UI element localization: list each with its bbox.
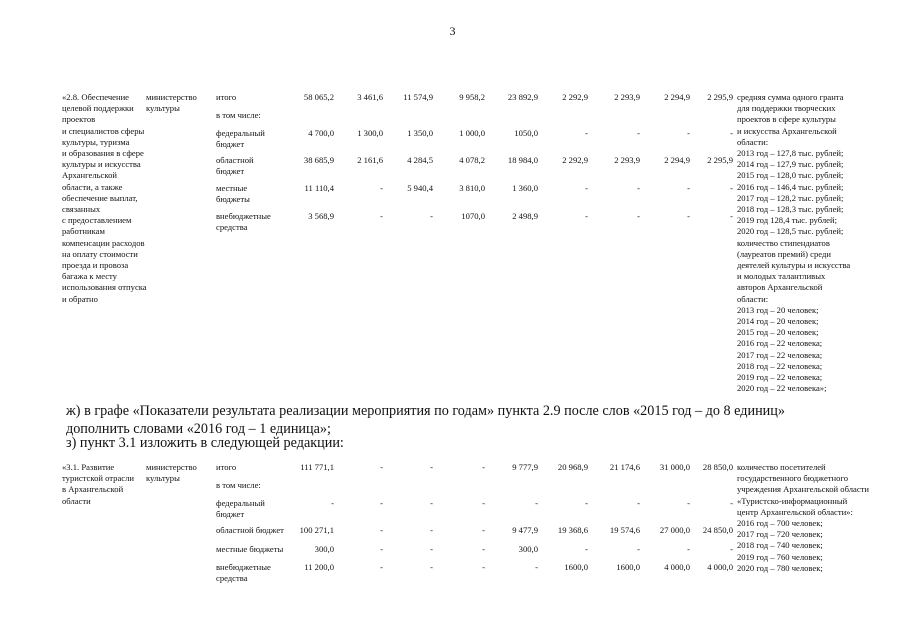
measure-name-line: связанных: [62, 204, 101, 214]
funding-value-cell: 2 161,6: [357, 155, 383, 165]
measure-name-line: обеспечение выплат,: [62, 192, 138, 203]
funding-value-cell: 31 000,0: [659, 462, 690, 472]
measure-name-line: багажа к месту: [62, 271, 117, 282]
funding-value-cell: 100 271,1: [299, 525, 334, 535]
funding-value-cell: 4 000,0: [707, 562, 733, 572]
funding-source-line: федеральный: [216, 498, 265, 508]
indicator-line: 2013 год – 20 человек;: [737, 304, 819, 315]
funding-value-cell: 11 574,9: [403, 92, 433, 102]
indicator-line: и искусства Архангельской: [737, 125, 837, 136]
measure-name-line: культуры и искусства: [62, 159, 141, 170]
funding-value-cell: -: [331, 498, 334, 508]
measure-name-line: и образования в сфере: [62, 148, 144, 158]
funding-value-cell: 20 968,9: [557, 462, 588, 472]
indicator-line: учреждения Архангельской области: [737, 484, 870, 495]
funding-value-cell: -: [730, 211, 733, 221]
funding-value-cell: 11 200,0: [304, 562, 334, 572]
funding-source-line: местные: [216, 183, 248, 193]
funding-value-cell: 23 892,9: [507, 92, 538, 102]
funding-source-line: федеральный: [216, 128, 265, 138]
funding-value-cell: 1 000,0: [459, 128, 485, 138]
measure-name-line: в Архангельской: [62, 484, 124, 495]
funding-value-cell: 4 078,2: [459, 155, 485, 165]
funding-source-line: местные бюджеты: [216, 544, 284, 554]
funding-value-cell: 1 360,0: [512, 183, 538, 193]
funding-source-line: средства: [216, 573, 248, 584]
funding-value-cell: 2 293,9: [614, 155, 640, 165]
measure-name-line: проезда и провоза: [62, 260, 129, 270]
funding-value-cell: -: [687, 183, 690, 193]
measure-name-line: культуры, туризма: [62, 136, 130, 147]
funding-value-cell: -: [380, 525, 383, 535]
funding-value-cell: 2 292,9: [562, 155, 588, 165]
funding-value-cell: 38 685,9: [303, 155, 334, 165]
indicator-line: 2020 год – 780 человек;: [737, 562, 823, 573]
funding-value-cell: 1 300,0: [357, 128, 383, 138]
measure-name-line: области: [62, 495, 91, 506]
measure-name-line: работникам: [62, 226, 105, 237]
indicator-line: авторов Архангельской: [737, 282, 823, 293]
funding-value-cell: 1600,0: [616, 562, 640, 572]
funding-value-cell: -: [730, 544, 733, 554]
indicator-line: 2016 год – 22 человека;: [737, 338, 823, 349]
indicator-line: 2017 год – 128,2 тыс. рублей;: [737, 192, 844, 203]
funding-value-cell: 5 940,4: [407, 183, 433, 193]
amendment-paragraph-zh-line1: ж) в графе «Показатели результата реализации мероприятия по годам» пункта 2.9 после слов «2015 год – до 8 единиц»: [66, 403, 785, 419]
executor-line: культуры: [146, 473, 180, 484]
indicator-line: «Туристско-информационный: [737, 495, 848, 506]
funding-value-cell: -: [585, 128, 588, 138]
indicator-line: 2018 год – 740 человек;: [737, 540, 823, 551]
funding-value-cell: 3 810,0: [459, 183, 485, 193]
funding-value-cell: -: [637, 128, 640, 138]
measure-name-line: и специалистов сферы: [62, 125, 145, 136]
page-number: 3: [449, 24, 456, 38]
indicator-line: 2016 год – 700 человек;: [737, 518, 823, 528]
funding-value-cell: 4 284,5: [407, 155, 433, 165]
measure-name-line: компенсации расходов: [62, 237, 145, 248]
funding-value-cell: -: [535, 498, 538, 508]
funding-value-cell: 58 065,2: [303, 92, 334, 102]
funding-source-line: внебюджетные: [216, 562, 271, 572]
funding-value-cell: -: [730, 498, 733, 508]
indicator-line: 2017 год – 22 человека;: [737, 349, 823, 360]
measure-name-line: проектов: [62, 114, 96, 125]
funding-value-cell: 300,0: [518, 544, 538, 554]
funding-value-cell: 2 294,9: [664, 92, 690, 102]
funding-value-cell: -: [380, 462, 383, 472]
funding-value-cell: 2 295,9: [707, 155, 733, 165]
measure-name-line: туристской отрасли: [62, 473, 134, 484]
funding-value-cell: -: [380, 498, 383, 508]
indicator-line: для поддержки творческих: [737, 103, 836, 114]
funding-value-cell: 24 850,0: [702, 525, 733, 535]
measure-name-line: «2.8. Обеспечение: [62, 92, 129, 102]
funding-value-cell: -: [585, 498, 588, 508]
measure-name-line: Архангельской: [62, 170, 117, 181]
funding-value-cell: 3 568,9: [308, 211, 334, 221]
indicator-line: 2019 год – 22 человека;: [737, 372, 823, 382]
amendment-paragraph-z: з) пункт 3.1 изложить в следующей редакции:: [66, 435, 344, 451]
indicator-line: 2013 год – 127,8 тыс. рублей;: [737, 148, 844, 158]
indicator-line: 2019 год – 760 человек;: [737, 551, 823, 562]
funding-value-cell: 4 700,0: [308, 128, 334, 138]
measure-name-line: с предоставлением: [62, 215, 132, 226]
funding-value-cell: -: [482, 562, 485, 572]
funding-value-cell: -: [482, 525, 485, 535]
funding-value-cell: 1 350,0: [407, 128, 433, 138]
indicator-line: проектов в сфере культуры: [737, 114, 836, 125]
indicator-line: центр Архангельской области»:: [737, 506, 853, 517]
executor-line: министерство: [146, 92, 197, 102]
funding-value-cell: -: [430, 562, 433, 572]
funding-value-cell: -: [637, 211, 640, 221]
funding-value-cell: 2 498,9: [512, 211, 538, 221]
indicator-line: количество стипендиатов: [737, 237, 830, 248]
funding-value-cell: -: [482, 462, 485, 472]
funding-value-cell: -: [430, 498, 433, 508]
indicator-line: 2017 год – 720 человек;: [737, 529, 823, 540]
funding-value-cell: -: [637, 498, 640, 508]
funding-value-cell: 9 777,9: [512, 462, 538, 472]
funding-value-cell: -: [430, 544, 433, 554]
funding-value-cell: 19 368,6: [557, 525, 588, 535]
funding-source-line: бюджет: [216, 509, 245, 520]
executor-line: культуры: [146, 103, 180, 114]
funding-source-line: в том числе:: [216, 110, 261, 120]
indicator-line: (лауреатов премий) среди: [737, 248, 831, 259]
indicator-line: 2020 год – 128,5 тыс. рублей;: [737, 226, 844, 237]
funding-value-cell: -: [730, 128, 733, 138]
funding-value-cell: -: [380, 544, 383, 554]
funding-source-line: областной: [216, 155, 254, 165]
funding-source-line: в том числе:: [216, 480, 261, 490]
funding-value-cell: -: [482, 498, 485, 508]
measure-name-line: области, а также: [62, 181, 123, 192]
amendment-paragraph-zh-line2: дополнить словами «2016 год – 1 единица»;: [66, 421, 331, 437]
indicator-line: 2014 год – 127,9 тыс. рублей;: [737, 159, 844, 170]
funding-value-cell: -: [585, 544, 588, 554]
funding-value-cell: -: [637, 544, 640, 554]
measure-name-line: «3.1. Развитие: [62, 462, 115, 472]
funding-value-cell: -: [535, 562, 538, 572]
funding-value-cell: -: [687, 211, 690, 221]
indicator-line: 2015 год – 20 человек;: [737, 327, 819, 338]
indicator-line: средняя сумма одного гранта: [737, 92, 844, 102]
funding-value-cell: -: [687, 128, 690, 138]
funding-value-cell: 4 000,0: [664, 562, 690, 572]
funding-source-line: итого: [216, 462, 237, 472]
funding-value-cell: -: [482, 544, 485, 554]
indicator-line: 2016 год – 146,4 тыс. рублей;: [737, 181, 844, 192]
funding-value-cell: -: [430, 211, 433, 221]
funding-value-cell: 111 771,1: [300, 462, 334, 472]
funding-value-cell: 2 294,9: [664, 155, 690, 165]
measure-name-line: целевой поддержки: [62, 103, 134, 114]
funding-value-cell: 19 574,6: [609, 525, 640, 535]
funding-value-cell: 21 174,6: [609, 462, 640, 472]
funding-value-cell: -: [687, 498, 690, 508]
funding-value-cell: 9 477,9: [512, 525, 538, 535]
indicator-line: и молодых талантливых: [737, 271, 826, 282]
funding-value-cell: 1050,0: [514, 128, 538, 138]
funding-value-cell: -: [430, 462, 433, 472]
funding-source-line: итого: [216, 92, 237, 102]
funding-value-cell: -: [380, 183, 383, 193]
funding-value-cell: 27 000,0: [659, 525, 690, 535]
funding-value-cell: 2 293,9: [614, 92, 640, 102]
funding-value-cell: 300,0: [314, 544, 334, 554]
funding-value-cell: 18 984,0: [507, 155, 538, 165]
funding-source-line: бюджеты: [216, 194, 250, 205]
executor-line: министерство: [146, 462, 197, 472]
funding-value-cell: 11 110,4: [304, 183, 334, 193]
funding-value-cell: 1600,0: [564, 562, 588, 572]
funding-value-cell: -: [585, 183, 588, 193]
indicator-line: 2020 год – 22 человека»;: [737, 383, 827, 394]
funding-value-cell: -: [585, 211, 588, 221]
funding-source-line: средства: [216, 222, 248, 233]
indicator-line: деятелей культуры и искусства: [737, 260, 851, 270]
funding-source-line: областной бюджет: [216, 525, 284, 535]
measure-name-line: использования отпуска: [62, 282, 147, 293]
funding-value-cell: 2 295,9: [707, 92, 733, 102]
indicator-line: области:: [737, 136, 769, 147]
indicator-line: 2019 год 128,4 тыс. рублей;: [737, 215, 837, 226]
funding-value-cell: 1070,0: [461, 211, 485, 221]
indicator-line: государственного бюджетного: [737, 473, 849, 484]
funding-source-line: бюджет: [216, 139, 245, 150]
indicator-line: 2018 год – 22 человека;: [737, 360, 823, 371]
funding-source-line: бюджет: [216, 166, 245, 177]
indicator-line: 2018 год – 128,3 тыс. рублей;: [737, 204, 844, 214]
funding-value-cell: -: [430, 525, 433, 535]
funding-value-cell: -: [637, 183, 640, 193]
funding-source-line: внебюджетные: [216, 211, 271, 221]
funding-value-cell: 3 461,6: [357, 92, 383, 102]
indicator-line: 2014 год – 20 человек;: [737, 316, 819, 326]
indicator-line: области:: [737, 293, 769, 304]
funding-value-cell: -: [687, 544, 690, 554]
measure-name-line: и обратно: [62, 293, 98, 304]
funding-value-cell: 28 850,0: [702, 462, 733, 472]
indicator-line: количество посетителей: [737, 462, 826, 472]
funding-value-cell: 2 292,9: [562, 92, 588, 102]
funding-value-cell: -: [380, 211, 383, 221]
measure-name-line: на оплату стоимости: [62, 248, 138, 259]
funding-value-cell: 9 958,2: [459, 92, 485, 102]
funding-value-cell: -: [380, 562, 383, 572]
funding-value-cell: -: [730, 183, 733, 193]
indicator-line: 2015 год – 128,0 тыс. рублей;: [737, 170, 844, 181]
